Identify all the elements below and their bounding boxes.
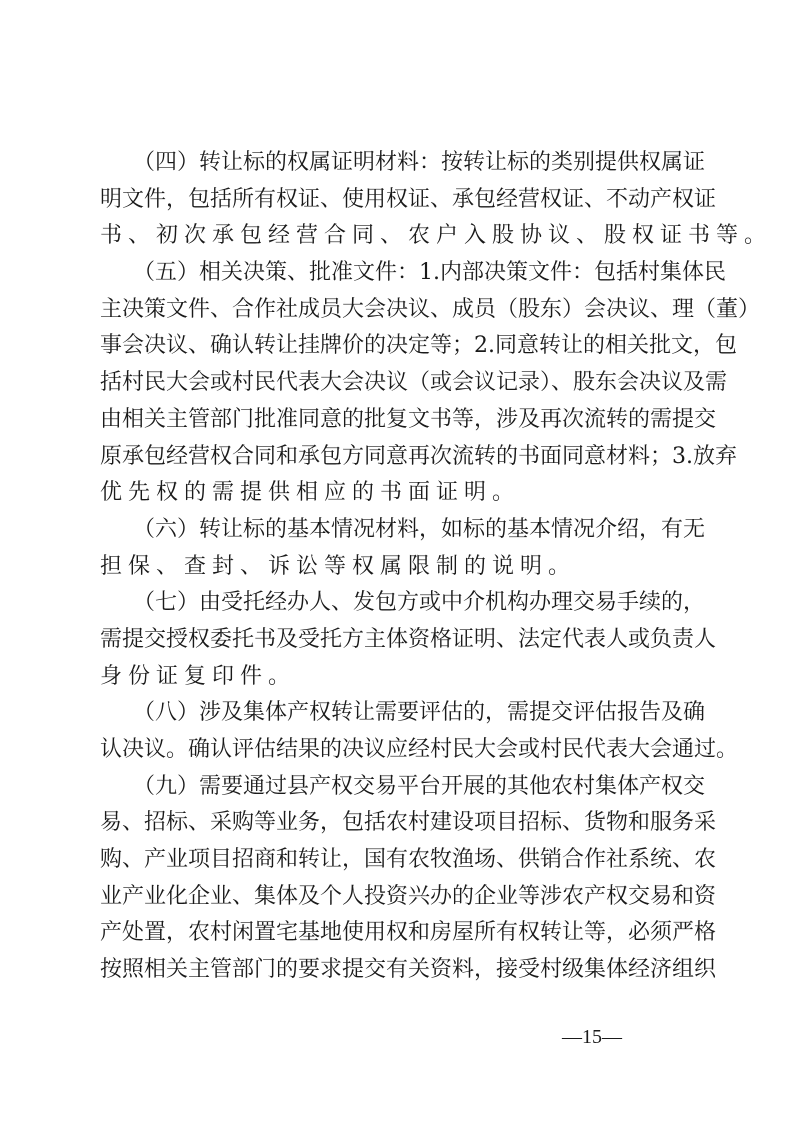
text-line: 需提交授权委托书及受托方主体资格证明、法定代表人或负责人 bbox=[100, 626, 717, 652]
text-line: 产处置，农村闲置宅基地使用权和房屋所有权转让等，必须严格 bbox=[100, 920, 717, 946]
text-line: （五）相关决策、批准文件：1.内部决策文件：包括村集体民 bbox=[133, 260, 726, 286]
paragraph bbox=[100, 145, 773, 255]
text-line: 身份证复印件。 bbox=[100, 663, 297, 689]
page-number: —15— bbox=[562, 1026, 622, 1048]
text-line: 主决策文件、合作社成员大会决议、成员（股东）会决议、理（董） bbox=[100, 296, 761, 322]
text-line: （七）由受托经办人、发包方或中介机构办理交易手续的， bbox=[133, 590, 706, 616]
document-body bbox=[100, 145, 773, 989]
text-line: （四）转让标的权属证明材料：按转让标的类别提供权属证 bbox=[133, 150, 706, 175]
text-line: 易、招标、采购等业务，包括农村建设项目招标、货物和服务采 bbox=[100, 810, 717, 836]
text-line: 业产业化企业、集体及个人投资兴办的企业等涉农产权交易和资 bbox=[100, 883, 717, 909]
paragraph bbox=[100, 585, 717, 695]
text-line: 书、初次承包经营合同、农户入股协议、股权证书等。 bbox=[100, 223, 773, 249]
paragraph bbox=[100, 512, 706, 585]
text-line: （六）转让标的基本情况材料，如标的基本情况介绍，有无 bbox=[133, 516, 706, 542]
text-line: （九）需要通过县产权交易平台开展的其他农村集体产权交 bbox=[133, 773, 706, 799]
text-line: 优先权的需提供相应的书面证明。 bbox=[100, 480, 521, 506]
text-line: 购、产业项目招商和转让，国有农牧渔场、供销合作社系统、农 bbox=[100, 847, 717, 873]
text-line: 按照相关主管部门的要求提交有关资料，接受村级集体经济组织 bbox=[100, 957, 717, 983]
paragraph bbox=[100, 769, 717, 989]
text-line: 认决议。确认评估结果的决议应经村民大会或村民代表大会通过。 bbox=[100, 737, 739, 762]
paragraph bbox=[100, 255, 761, 512]
text-line: 原承包经营权合同和承包方同意再次流转的书面同意材料；3.放弃 bbox=[100, 443, 737, 469]
text-line: （八）涉及集体产权转让需要评估的，需提交评估报告及确 bbox=[133, 700, 706, 726]
text-line: 事会决议、确认转让挂牌价的决定等；2.同意转让的相关批文，包 bbox=[100, 333, 737, 359]
paragraph bbox=[100, 695, 739, 768]
text-line: 明文件，包括所有权证、使用权证、承包经营权证、不动产权证 bbox=[100, 186, 717, 212]
text-line: 担保、查封、诉讼等权属限制的说明。 bbox=[100, 553, 577, 579]
text-line: 括村民大会或村民代表大会决议（或会议记录）、股东会决议及需 bbox=[100, 370, 728, 396]
text-line: 由相关主管部门批准同意的批复文书等，涉及再次流转的需提交 bbox=[100, 406, 717, 432]
